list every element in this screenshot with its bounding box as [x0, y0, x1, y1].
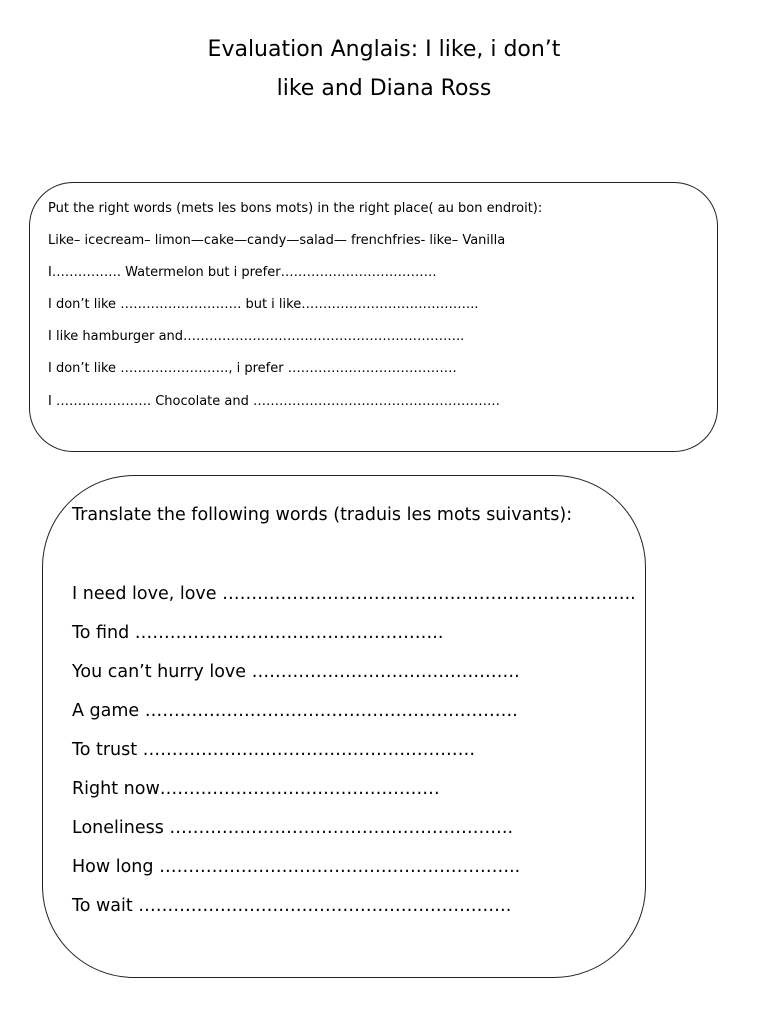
translate-item: Loneliness …………………………………………………..	[72, 818, 514, 838]
sentence-item: I don’t like ………………………. but i like…………………………………..	[48, 297, 479, 312]
exercise-2-instruction: Translate the following words (traduis les mots suivants):	[72, 505, 573, 525]
translate-item: To find ……………………………………………..	[72, 623, 444, 643]
sentence-item: I …………………. Chocolate and …………………………………………………	[48, 394, 500, 409]
translate-item: A game ……………………………………………………….	[72, 701, 518, 721]
sentence-item: I don’t like ……………………., i prefer …………………………………	[48, 361, 457, 376]
word-bank: Like– icecream– limon—cake—candy—salad— frenchfries- like– Vanilla	[48, 233, 506, 248]
sentence-item: I like hamburger and………………………………………………………..	[48, 329, 465, 344]
translate-item: You can’t hurry love ……………………………………….	[72, 662, 520, 682]
exercise-1-instruction: Put the right words (mets les bons mots) in the right place( au bon endroit):	[48, 201, 543, 216]
page-title-line-2: like and Diana Ross	[276, 76, 492, 101]
exercise-1-box	[29, 182, 718, 452]
translate-item: Right now…………………………………………	[72, 779, 440, 799]
exercise-2-box	[42, 475, 646, 978]
translate-item: I need love, love ……………………………………………………………..	[72, 584, 636, 604]
page-title	[0, 30, 768, 108]
page-title-line-1: Evaluation Anglais: I like, i don’t	[207, 37, 561, 62]
translate-item: How long ……………………………………………………..	[72, 857, 521, 877]
sentence-item: I……………. Watermelon but i prefer………………………………	[48, 265, 437, 280]
translate-item: To trust …………………………………………………	[72, 740, 476, 760]
translate-item: To wait ……………………………………………………….	[72, 896, 512, 916]
